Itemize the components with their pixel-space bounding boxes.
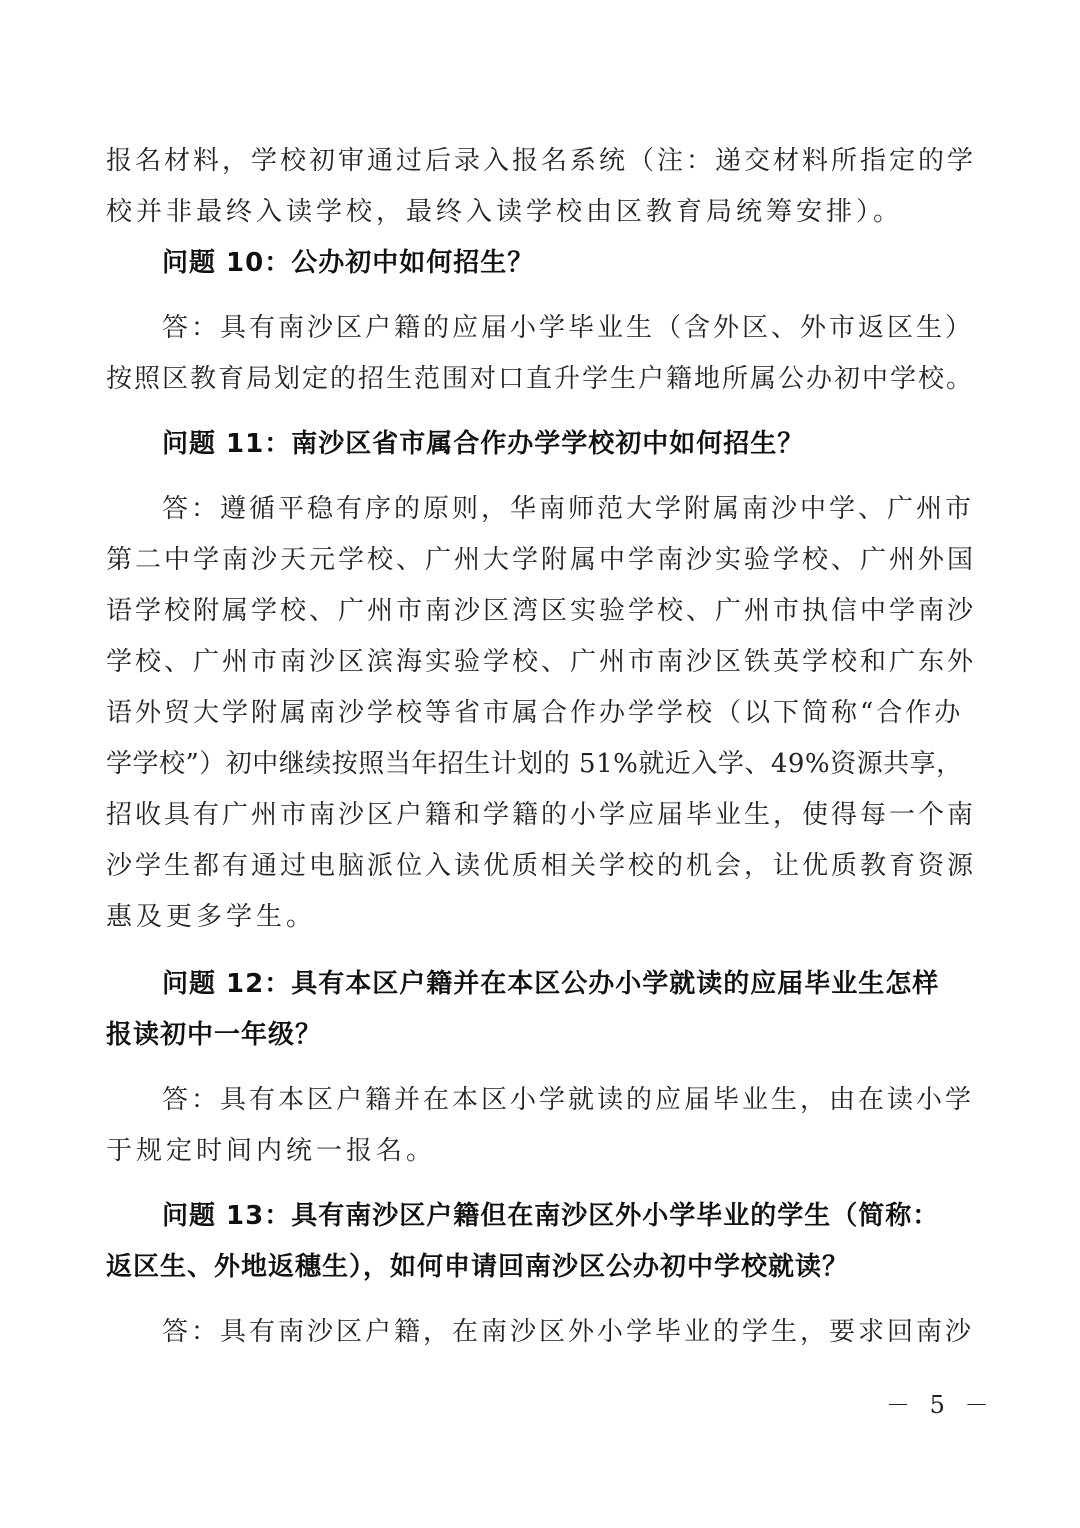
question-heading: 报读初中一年级？ — [106, 1020, 323, 1050]
paragraph-line: 报名材料，学校初审通过后录入报名系统（注：递交材料所指定的学 — [106, 146, 977, 176]
answer-line: 惠及更多学生。 — [106, 902, 317, 932]
answer-line: 学学校”）初中继续按照当年招生计划的 51%就近入学、49%资源共享， — [106, 749, 963, 779]
answer-line: 答：具有本区户籍并在本区小学就读的应届毕业生，由在读小学 — [162, 1085, 975, 1115]
answer-line: 语学校附属学校、广州市南沙区湾区实验学校、广州市执信中学南沙 — [106, 596, 977, 626]
paragraph-line: 校并非最终入读学校，最终入读学校由区教育局统筹安排）。 — [106, 197, 904, 227]
answer-line: 第二中学南沙天元学校、广州大学附属中学南沙实验学校、广州外国 — [106, 545, 977, 575]
answer-line: 沙学生都有通过电脑派位入读优质相关学校的机会，让优质教育资源 — [106, 851, 977, 881]
question-heading: 返区生、外地返穗生），如何申请回南沙区公办初中学校就读？ — [106, 1252, 850, 1282]
answer-line: 答：具有南沙区户籍的应届小学毕业生（含外区、外市返区生） — [162, 313, 975, 343]
answer-line: 学校、广州市南沙区滨海实验学校、广州市南沙区铁英学校和广东外 — [106, 647, 977, 677]
answer-line: 于规定时间内统一报名。 — [106, 1136, 437, 1166]
question-heading: 问题 12：具有本区户籍并在本区公办小学就读的应届毕业生怎样 — [162, 969, 940, 999]
document-body — [106, 136, 976, 1358]
question-heading: 问题 10：公办初中如何招生？ — [162, 248, 535, 278]
answer-line: 答：具有南沙区户籍，在南沙区外小学毕业的学生，要求回南沙 — [162, 1317, 975, 1347]
answer-line: 语外贸大学附属南沙学校等省市属合作办学学校（以下简称“合作办 — [106, 698, 964, 728]
question-heading: 问题 11：南沙区省市属合作办学学校初中如何招生？ — [162, 429, 805, 459]
question-heading: 问题 13：具有南沙区户籍但在南沙区外小学毕业的学生（简称： — [162, 1201, 940, 1231]
page-number: － 5 － — [886, 1391, 995, 1419]
answer-line: 按照区教育局划定的招生范围对口直升学生户籍地所属公办初中学校。 — [106, 364, 975, 394]
answer-line: 招收具有广州市南沙区户籍和学籍的小学应届毕业生，使得每一个南 — [106, 800, 977, 830]
answer-line: 答：遵循平稳有序的原则，华南师范大学附属南沙中学、广州市 — [162, 494, 975, 524]
